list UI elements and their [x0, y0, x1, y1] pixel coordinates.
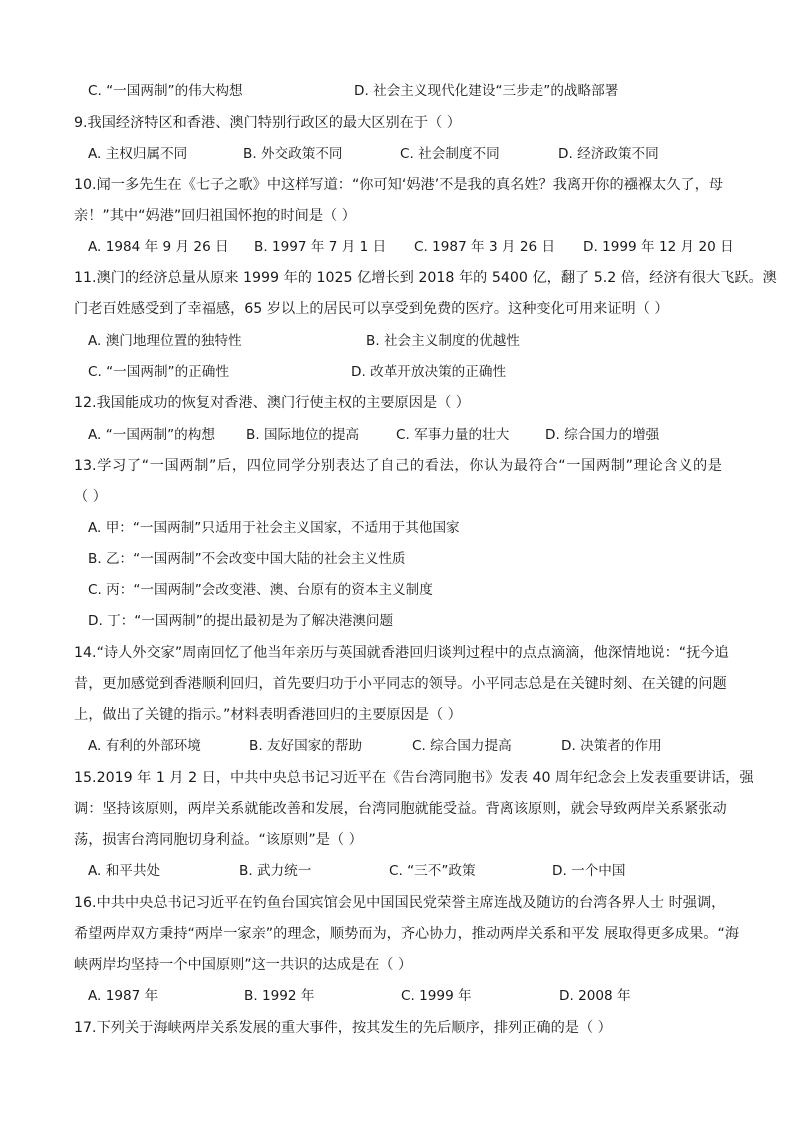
- q9-option-d: D. 经济政策不同: [558, 146, 659, 162]
- q13-option-c: C. 丙：“一国两制”会改变港、澳、台原有的资本主义制度: [88, 582, 433, 598]
- q16-stem-line1: 16.中共中央总书记习近平在钓鱼台国宾馆会见中国国民党荣誉主席连战及随访的台湾各界人士 时强调，: [74, 895, 726, 911]
- q8-option-d: D. 社会主义现代化建设“三步走”的战略部署: [354, 83, 619, 99]
- q11-option-b: B. 社会主义制度的优越性: [366, 333, 520, 349]
- q16-option-a: A. 1987 年: [88, 988, 159, 1004]
- q15-stem-line2: 调：坚持该原则，两岸关系就能改善和发展，台湾同胞就能受益。背离该原则，就会导致两岸关系紧张动: [74, 801, 727, 817]
- q15-option-b: B. 武力统一: [239, 863, 312, 879]
- q11-option-d: D. 改革开放决策的正确性: [351, 364, 507, 380]
- q16-stem-line3: 峡两岸均坚持一个中国原则”这一共识的达成是在（ ）: [74, 957, 413, 973]
- q10-option-b: B. 1997 年 7 月 1 日: [254, 239, 387, 255]
- q12-option-c: C. 军事力量的壮大: [396, 427, 510, 443]
- q12-option-a: A. “一国两制”的构想: [88, 427, 215, 443]
- q8-option-c: C. “一国两制”的伟大构想: [88, 83, 243, 99]
- q13-option-d: D. 丁：“一国两制”的提出最初是为了解决港澳问题: [88, 613, 394, 629]
- q14-option-d: D. 决策者的作用: [561, 738, 662, 754]
- q10-option-d: D. 1999 年 12 月 20 日: [583, 239, 734, 255]
- q15-stem-line3: 荡，损害台湾同胞切身利益。“该原则”是（ ）: [74, 832, 363, 848]
- q13-option-a: A. 甲：“一国两制”只适用于社会主义国家，不适用于其他国家: [88, 520, 460, 536]
- q15-stem-line1: 15.2019 年 1 月 2 日，中共中央总书记习近平在《告台湾同胞书》发表 40 周年纪念会上发表重要讲话，强: [74, 770, 754, 786]
- q13-option-b: B. 乙：“一国两制”不会改变中国大陆的社会主义性质: [88, 551, 406, 567]
- q10-stem-line1: 10.闻一多先生在《七子之歌》中这样写道：“你可知‘妈港’不是我的真名姓？我离开你的襁褓太久了，母: [74, 177, 723, 193]
- q9-stem: 9.我国经济特区和香港、澳门特别行政区的最大区别在于（ ）: [74, 115, 461, 131]
- q10-stem-line2: 亲！”其中“妈港”回归祖国怀抱的时间是（ ）: [74, 208, 356, 224]
- q15-option-d: D. 一个中国: [552, 863, 626, 879]
- q14-stem-line2: 昔，更加感觉到香港顺利回归，首先要归功于小平同志的领导。小平同志总是在关键时刻、在关键的问题: [74, 676, 727, 692]
- q15-option-c: C. “三不”政策: [389, 863, 476, 879]
- q15-option-a: A. 和平共处: [88, 863, 161, 879]
- q16-stem-line2: 希望两岸双方秉持“两岸一家亲”的理念，顺势而为，齐心协力，推动两岸关系和平发 展取得更多成果。“海: [74, 926, 740, 942]
- q17-stem: 17.下列关于海峡两岸关系发展的重大事件，按其发生的先后顺序，排列正确的是（ ）: [74, 1020, 612, 1036]
- q13-stem-line1: 13.学习了“一国两制”后，四位同学分别表达了自己的看法，你认为最符合“一国两制”理论含义的是: [74, 458, 722, 474]
- q14-option-c: C. 综合国力提高: [412, 738, 512, 754]
- q14-option-b: B. 友好国家的帮助: [249, 738, 363, 754]
- q16-option-d: D. 2008 年: [559, 988, 631, 1004]
- q10-option-a: A. 1984 年 9 月 26 日: [88, 239, 229, 255]
- q14-stem-line1: 14.“诗人外交家”周南回忆了他当年亲历与英国就香港回归谈判过程中的点点滴滴，他深情地说：“抚今追: [74, 645, 729, 661]
- q9-option-b: B. 外交政策不同: [243, 146, 343, 162]
- q16-option-b: B. 1992 年: [244, 988, 315, 1004]
- q14-stem-line3: 上，做出了关键的指示。”材料表明香港回归的主要原因是（ ）: [74, 707, 462, 723]
- q11-option-c: C. “一国两制”的正确性: [88, 364, 229, 380]
- q11-option-a: A. 澳门地理位置的独特性: [88, 333, 242, 349]
- q10-option-c: C. 1987 年 3 月 26 日: [414, 239, 556, 255]
- q12-option-b: B. 国际地位的提高: [246, 427, 360, 443]
- q16-option-c: C. 1999 年: [401, 988, 472, 1004]
- q12-stem: 12.我国能成功的恢复对香港、澳门行使主权的主要原因是（ ）: [74, 395, 470, 411]
- q13-stem-line2: （ ）: [74, 489, 107, 505]
- q9-option-c: C. 社会制度不同: [400, 146, 500, 162]
- q11-stem-line1: 11.澳门的经济总量从原来 1999 年的 1025 亿增长到 2018 年的 5400 亿，翻了 5.2 倍，经济有很大飞跃。澳: [74, 270, 777, 286]
- q12-option-d: D. 综合国力的增强: [545, 427, 660, 443]
- q14-option-a: A. 有利的外部环境: [88, 738, 201, 754]
- q9-option-a: A. 主权归属不同: [88, 146, 188, 162]
- q11-stem-line2: 门老百姓感受到了幸福感，65 岁以上的居民可以享受到免费的医疗。这种变化可用来证明（ ）: [74, 301, 669, 317]
